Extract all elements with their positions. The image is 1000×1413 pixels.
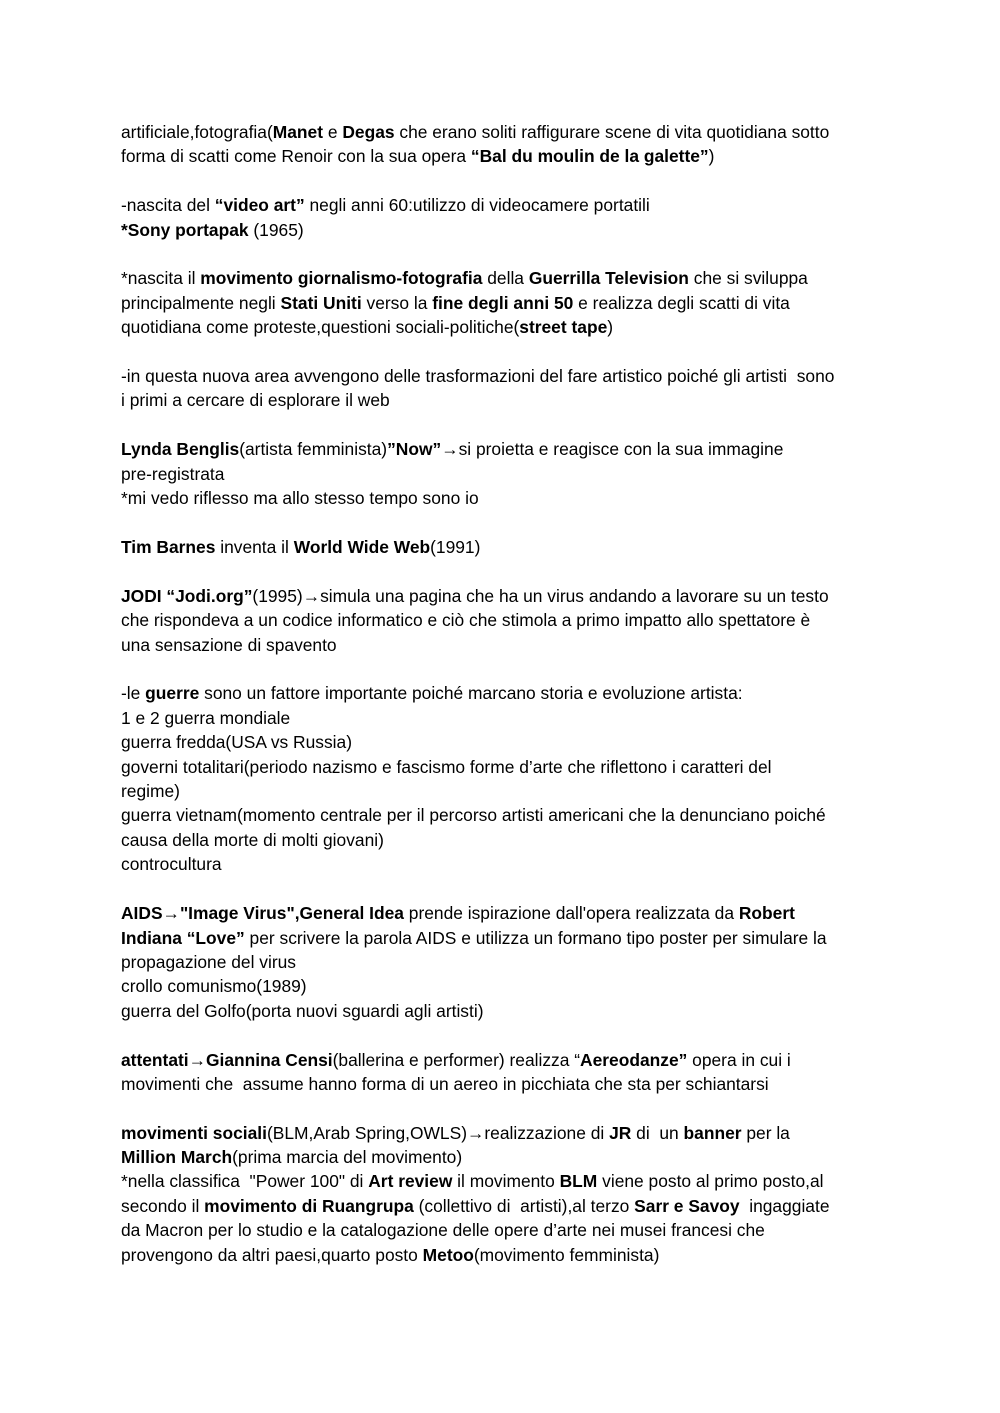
text-line	[121, 366, 834, 386]
text-line	[121, 1171, 824, 1191]
text-span: controcultura	[121, 854, 222, 874]
text-span: secondo il	[121, 1196, 205, 1216]
text-span: (artista femminista)	[239, 439, 388, 459]
text-span: crollo comunismo(1989)	[121, 976, 307, 996]
text-span: che erano soliti raffigurare scene di vita quotidiana sotto	[394, 122, 830, 142]
bold-text: guerre	[145, 683, 200, 703]
text-span: (1965)	[248, 220, 304, 240]
text-line	[121, 390, 390, 410]
text-span: (1995)→simula una pagina che ha un virus andando a lavorare su un testo	[252, 586, 829, 606]
text-line	[121, 1050, 791, 1070]
bold-text: “video art”	[214, 195, 305, 215]
bold-text: AIDS→"Image Virus",General Idea	[121, 903, 404, 923]
bold-text: Million March	[121, 1147, 233, 1167]
text-span: *nella classifica "Power 100" di	[121, 1171, 369, 1191]
bold-text: Sarr e Savoy	[634, 1196, 740, 1216]
text-line	[121, 781, 180, 801]
text-line	[121, 1001, 484, 1021]
text-span: )	[708, 146, 715, 166]
bold-text: movimento di Ruangrupa	[204, 1196, 414, 1216]
bold-text: Guerrilla Television	[528, 268, 689, 288]
bold-text: BLM	[559, 1171, 598, 1191]
text-span: e realizza degli scatti di vita	[573, 293, 790, 313]
text-span: movimenti che assume hanno forma di un aereo in picchiata che sta per schiantarsi	[121, 1074, 769, 1094]
bold-text: street tape	[519, 317, 608, 337]
text-span: pre-registrata	[121, 464, 225, 484]
text-line	[121, 537, 480, 557]
text-span: viene posto al primo posto,al	[597, 1171, 824, 1191]
text-line	[121, 439, 783, 459]
text-span: (1991)	[430, 537, 481, 557]
text-span: 1 e 2 guerra mondiale	[121, 708, 291, 728]
text-span: guerra vietnam(momento centrale per il percorso artisti americani che la denunciano poiché	[121, 805, 826, 825]
text-line	[121, 1074, 769, 1094]
text-span: -in questa nuova area avvengono delle trasformazioni del fare artistico poiché gli artisti sono	[121, 366, 835, 386]
bold-text: JODI “Jodi.org”	[121, 586, 253, 606]
text-span: (ballerina e performer) realizza “	[332, 1050, 581, 1070]
text-span: artificiale,fotografia(	[121, 122, 273, 142]
bold-text: Indiana “Love”	[121, 928, 245, 948]
text-span: di un	[631, 1123, 684, 1143]
text-span: *mi vedo riflesso ma allo stesso tempo sono io	[121, 488, 479, 508]
bold-text: attentati→Giannina Censi	[121, 1050, 333, 1070]
text-line	[121, 488, 479, 508]
bold-text: Metoo	[422, 1245, 474, 1265]
text-line	[121, 830, 384, 850]
text-span: che si sviluppa	[688, 268, 808, 288]
text-line	[121, 610, 810, 630]
text-span: opera in cui i	[687, 1050, 791, 1070]
bold-text: *Sony portapak	[121, 220, 249, 240]
text-line	[121, 928, 827, 948]
text-line	[121, 195, 650, 215]
bold-text: movimento giornalismo-fotografia	[200, 268, 483, 288]
text-span: (collettivo di artisti),al terzo	[413, 1196, 635, 1216]
text-span: guerra fredda(USA vs Russia)	[121, 732, 353, 752]
text-line	[121, 220, 304, 240]
text-span: governi totalitari(periodo nazismo e fascismo forme d’arte che riflettono i caratteri del	[121, 757, 772, 777]
text-line	[121, 1220, 765, 1240]
text-line	[121, 317, 613, 337]
text-line	[121, 464, 224, 484]
text-span: )	[607, 317, 614, 337]
text-line	[121, 635, 337, 655]
text-span: sono un fattore importante poiché marcano storia e evoluzione artista:	[199, 683, 743, 703]
text-span: i primi a cercare di esplorare il web	[121, 390, 390, 410]
text-span: (prima marcia del movimento)	[232, 1147, 463, 1167]
text-line	[121, 976, 307, 996]
bold-text: Tim Barnes	[121, 537, 216, 557]
bold-text: Lynda Benglis	[121, 439, 240, 459]
bold-text: World Wide Web	[293, 537, 431, 557]
text-line	[121, 683, 743, 703]
bold-text: Art review	[368, 1171, 453, 1191]
bold-text: “Bal du moulin de la galette”	[470, 146, 709, 166]
text-line	[121, 122, 829, 142]
text-span: e	[323, 122, 343, 142]
text-span: →si proietta e reagisce con la sua immagine	[441, 439, 784, 459]
text-span: per scrivere la parola AIDS e utilizza un formano tipo poster per simulare la	[244, 928, 827, 948]
text-line	[121, 1196, 830, 1216]
text-line	[121, 146, 714, 166]
text-span: inventa il	[215, 537, 294, 557]
text-span: verso la	[361, 293, 433, 313]
bold-text: Stati Uniti	[280, 293, 362, 313]
text-span: quotidiana come proteste,questioni sociali-politiche(	[121, 317, 520, 337]
bold-text: Degas	[342, 122, 395, 142]
text-span: regime)	[121, 781, 180, 801]
text-line	[121, 903, 795, 923]
text-line	[121, 586, 829, 606]
text-line	[121, 293, 790, 313]
text-span: propagazione del virus	[121, 952, 296, 972]
text-span: principalmente negli	[121, 293, 281, 313]
text-span: *nascita il	[121, 268, 201, 288]
text-span: causa della morte di molti giovani)	[121, 830, 384, 850]
bold-text: movimenti sociali	[121, 1123, 267, 1143]
bold-text: Aereodanze”	[580, 1050, 688, 1070]
text-span: della	[482, 268, 529, 288]
text-span: per la	[741, 1123, 790, 1143]
text-span: che rispondeva a un codice informatico e ciò che stimola a primo impatto allo spettatore è	[121, 610, 811, 630]
text-line	[121, 1123, 790, 1143]
text-line	[121, 1245, 659, 1265]
bold-text: ”Now”	[387, 439, 442, 459]
text-span: -le	[121, 683, 146, 703]
text-line	[121, 268, 808, 288]
bold-text: Robert	[738, 903, 795, 923]
text-span: negli anni 60:utilizzo di videocamere portatili	[304, 195, 650, 215]
bold-text: fine degli anni 50	[432, 293, 574, 313]
text-line	[121, 952, 296, 972]
text-span: il movimento	[452, 1171, 560, 1191]
bold-text: Manet	[272, 122, 324, 142]
text-span: provengono da altri paesi,quarto posto	[121, 1245, 423, 1265]
text-span: (movimento femminista)	[473, 1245, 660, 1265]
bold-text: JR	[609, 1123, 632, 1143]
text-line	[121, 805, 826, 825]
text-span: -nascita del	[121, 195, 215, 215]
text-line	[121, 732, 352, 752]
text-span: prende ispirazione dall'opera realizzata da	[403, 903, 739, 923]
text-line	[121, 1147, 462, 1167]
text-span: da Macron per lo studio e la catalogazione delle opere d’arte nei musei francesi che	[121, 1220, 765, 1240]
bold-text: banner	[683, 1123, 742, 1143]
text-span: (BLM,Arab Spring,OWLS)→realizzazione di	[266, 1123, 610, 1143]
text-span: forma di scatti come Renoir con la sua opera	[121, 146, 471, 166]
text-line	[121, 708, 290, 728]
text-line	[121, 757, 772, 777]
text-line	[121, 854, 222, 874]
text-span: una sensazione di spavento	[121, 635, 337, 655]
text-span: guerra del Golfo(porta nuovi sguardi agli artisti)	[121, 1001, 484, 1021]
text-span: ingaggiate	[739, 1196, 830, 1216]
